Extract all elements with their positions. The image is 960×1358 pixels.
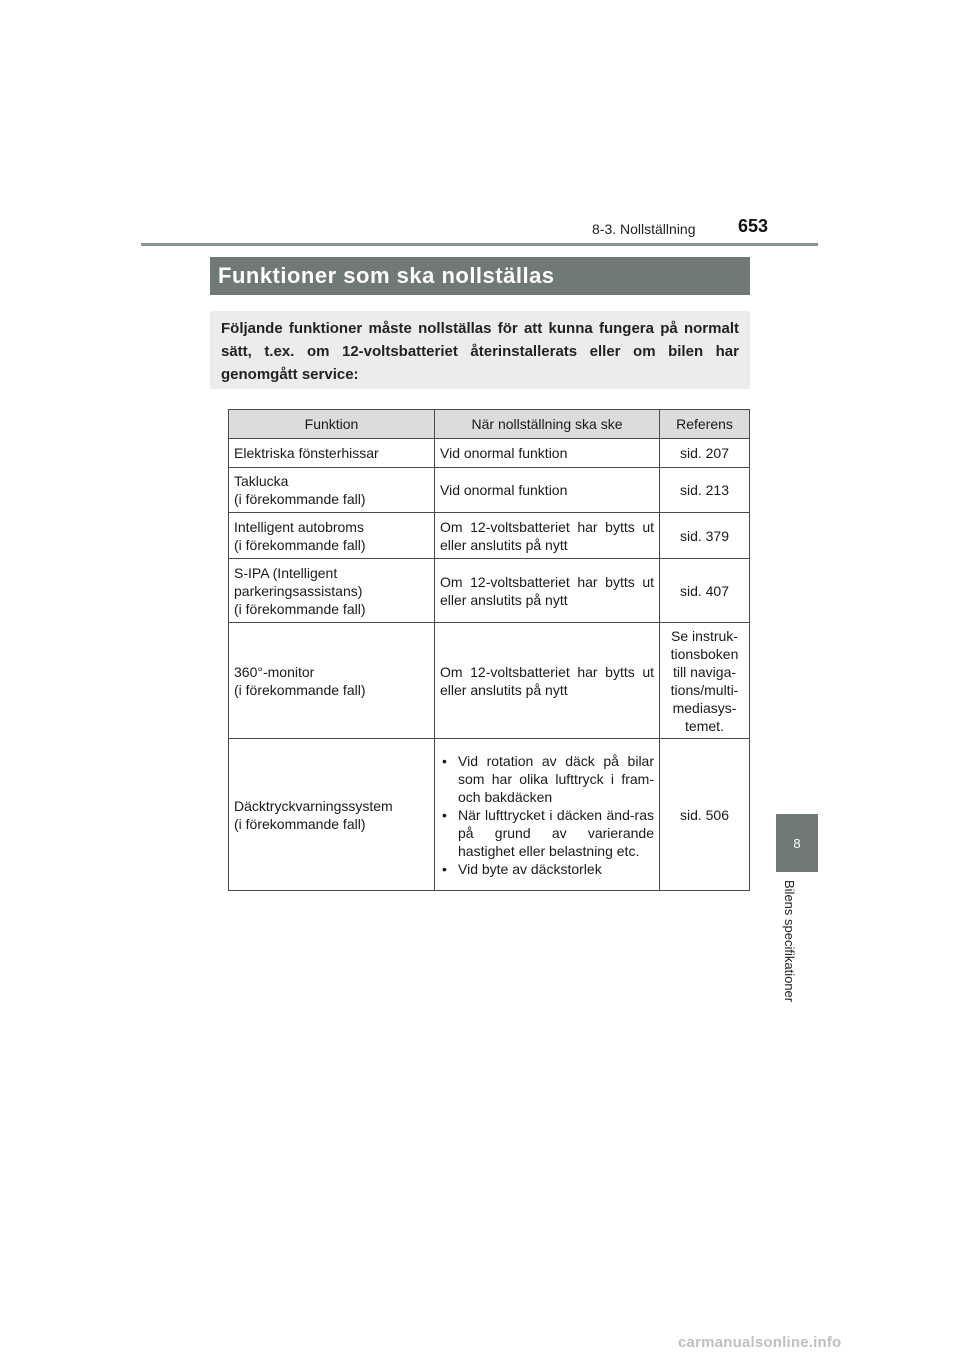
cell-line: (i förekommande fall) (234, 491, 366, 507)
watermark: carmanualsonline.info (678, 1334, 842, 1351)
cell-line: sid. 407 (679, 582, 730, 599)
cell-reference (660, 623, 750, 739)
cell-line: sid. 207 (679, 445, 730, 461)
cell-line: sid. 213 (679, 482, 730, 498)
section-title: Funktioner som ska nollställas (218, 263, 555, 288)
page-number: 653 (738, 216, 769, 236)
header-reference: Referens (660, 410, 750, 439)
cell-line: Elektriska fönsterhissar (234, 445, 379, 461)
cell-line: 360°-monitor (234, 663, 315, 680)
table-row (229, 439, 750, 468)
bullet-item: • Vid byte av däckstorlek (440, 860, 654, 878)
table-row (229, 623, 750, 739)
cell-line: Vid onormal funktion (440, 445, 568, 461)
cell-function (229, 739, 435, 891)
cell-line: Om 12-voltsbatteriet har bytts ut eller anslutits på nytt (440, 573, 654, 608)
cell-line: sid. 506 (679, 806, 730, 823)
table-header-row (229, 410, 750, 439)
cell-function (229, 623, 435, 739)
cell-line: (i förekommande fall) (234, 536, 366, 553)
cell-line: tions/multi- (670, 681, 739, 698)
cell-line: Om 12-voltsbatteriet har bytts ut eller anslutits på nytt (440, 663, 654, 698)
cell-line: Däcktryckvarningssystem (234, 797, 393, 814)
cell-function (229, 468, 435, 513)
reset-functions-table (228, 409, 750, 891)
cell-function (229, 513, 435, 559)
cell-when (435, 439, 660, 468)
cell-line: tionsboken (670, 645, 739, 662)
cell-reference (660, 468, 750, 513)
cell-line: Intelligent autobroms (234, 518, 364, 535)
cell-line: Taklucka (234, 473, 289, 489)
cell-line: Om 12-voltsbatteriet har bytts ut eller anslutits på nytt (440, 518, 654, 553)
chapter-label: Bilens specifikationer (782, 880, 797, 1003)
intro-text: Följande funktioner måste nollställas för att kunna fungera på normalt sätt, t.ex. om 12-voltsbatteriet återinstallerats eller om bilen har genomgått service: (221, 320, 739, 383)
bullet-item: • Vid rotation av däck på bilar som har olika lufttryck i fram- och bakdäcken (440, 752, 654, 806)
table-row (229, 739, 750, 891)
cell-line: parkeringsassistans) (234, 582, 363, 599)
cell-line: sid. 379 (679, 527, 730, 544)
cell-line: temet. (685, 717, 724, 734)
cell-line: (i förekommande fall) (234, 681, 366, 698)
cell-reference (660, 439, 750, 468)
table-row (229, 468, 750, 513)
header-function: Funktion (229, 410, 435, 439)
cell-line: Vid onormal funktion (440, 482, 568, 498)
cell-reference (660, 559, 750, 623)
cell-line: (i förekommande fall) (234, 815, 366, 832)
header-when: När nollställning ska ske (435, 410, 660, 439)
cell-when (435, 468, 660, 513)
cell-function (229, 439, 435, 468)
cell-line: mediasys- (672, 699, 737, 716)
chapter-tab-number: 8 (793, 835, 801, 851)
bullet-item: • När lufttrycket i däcken änd-ras på grund av varierande hastighet eller belastning etc. (440, 806, 654, 860)
cell-reference (660, 513, 750, 559)
cell-reference (660, 739, 750, 891)
header-section-title: 8-3. Nollställning (592, 221, 696, 237)
cell-function (229, 559, 435, 623)
cell-when (435, 559, 660, 623)
cell-line: till naviga- (672, 663, 737, 680)
table-row (229, 513, 750, 559)
header-rule (141, 243, 818, 246)
cell-line: Se instruk- (671, 627, 738, 644)
table-row (229, 559, 750, 623)
cell-line: (i förekommande fall) (234, 600, 366, 617)
bullet-list (440, 752, 654, 878)
chapter-tab (776, 814, 818, 872)
section-title-bar (210, 257, 750, 295)
intro-box (210, 311, 750, 389)
cell-when (435, 739, 660, 891)
cell-when (435, 623, 660, 739)
cell-line: S-IPA (Intelligent (234, 564, 338, 581)
cell-when (435, 513, 660, 559)
